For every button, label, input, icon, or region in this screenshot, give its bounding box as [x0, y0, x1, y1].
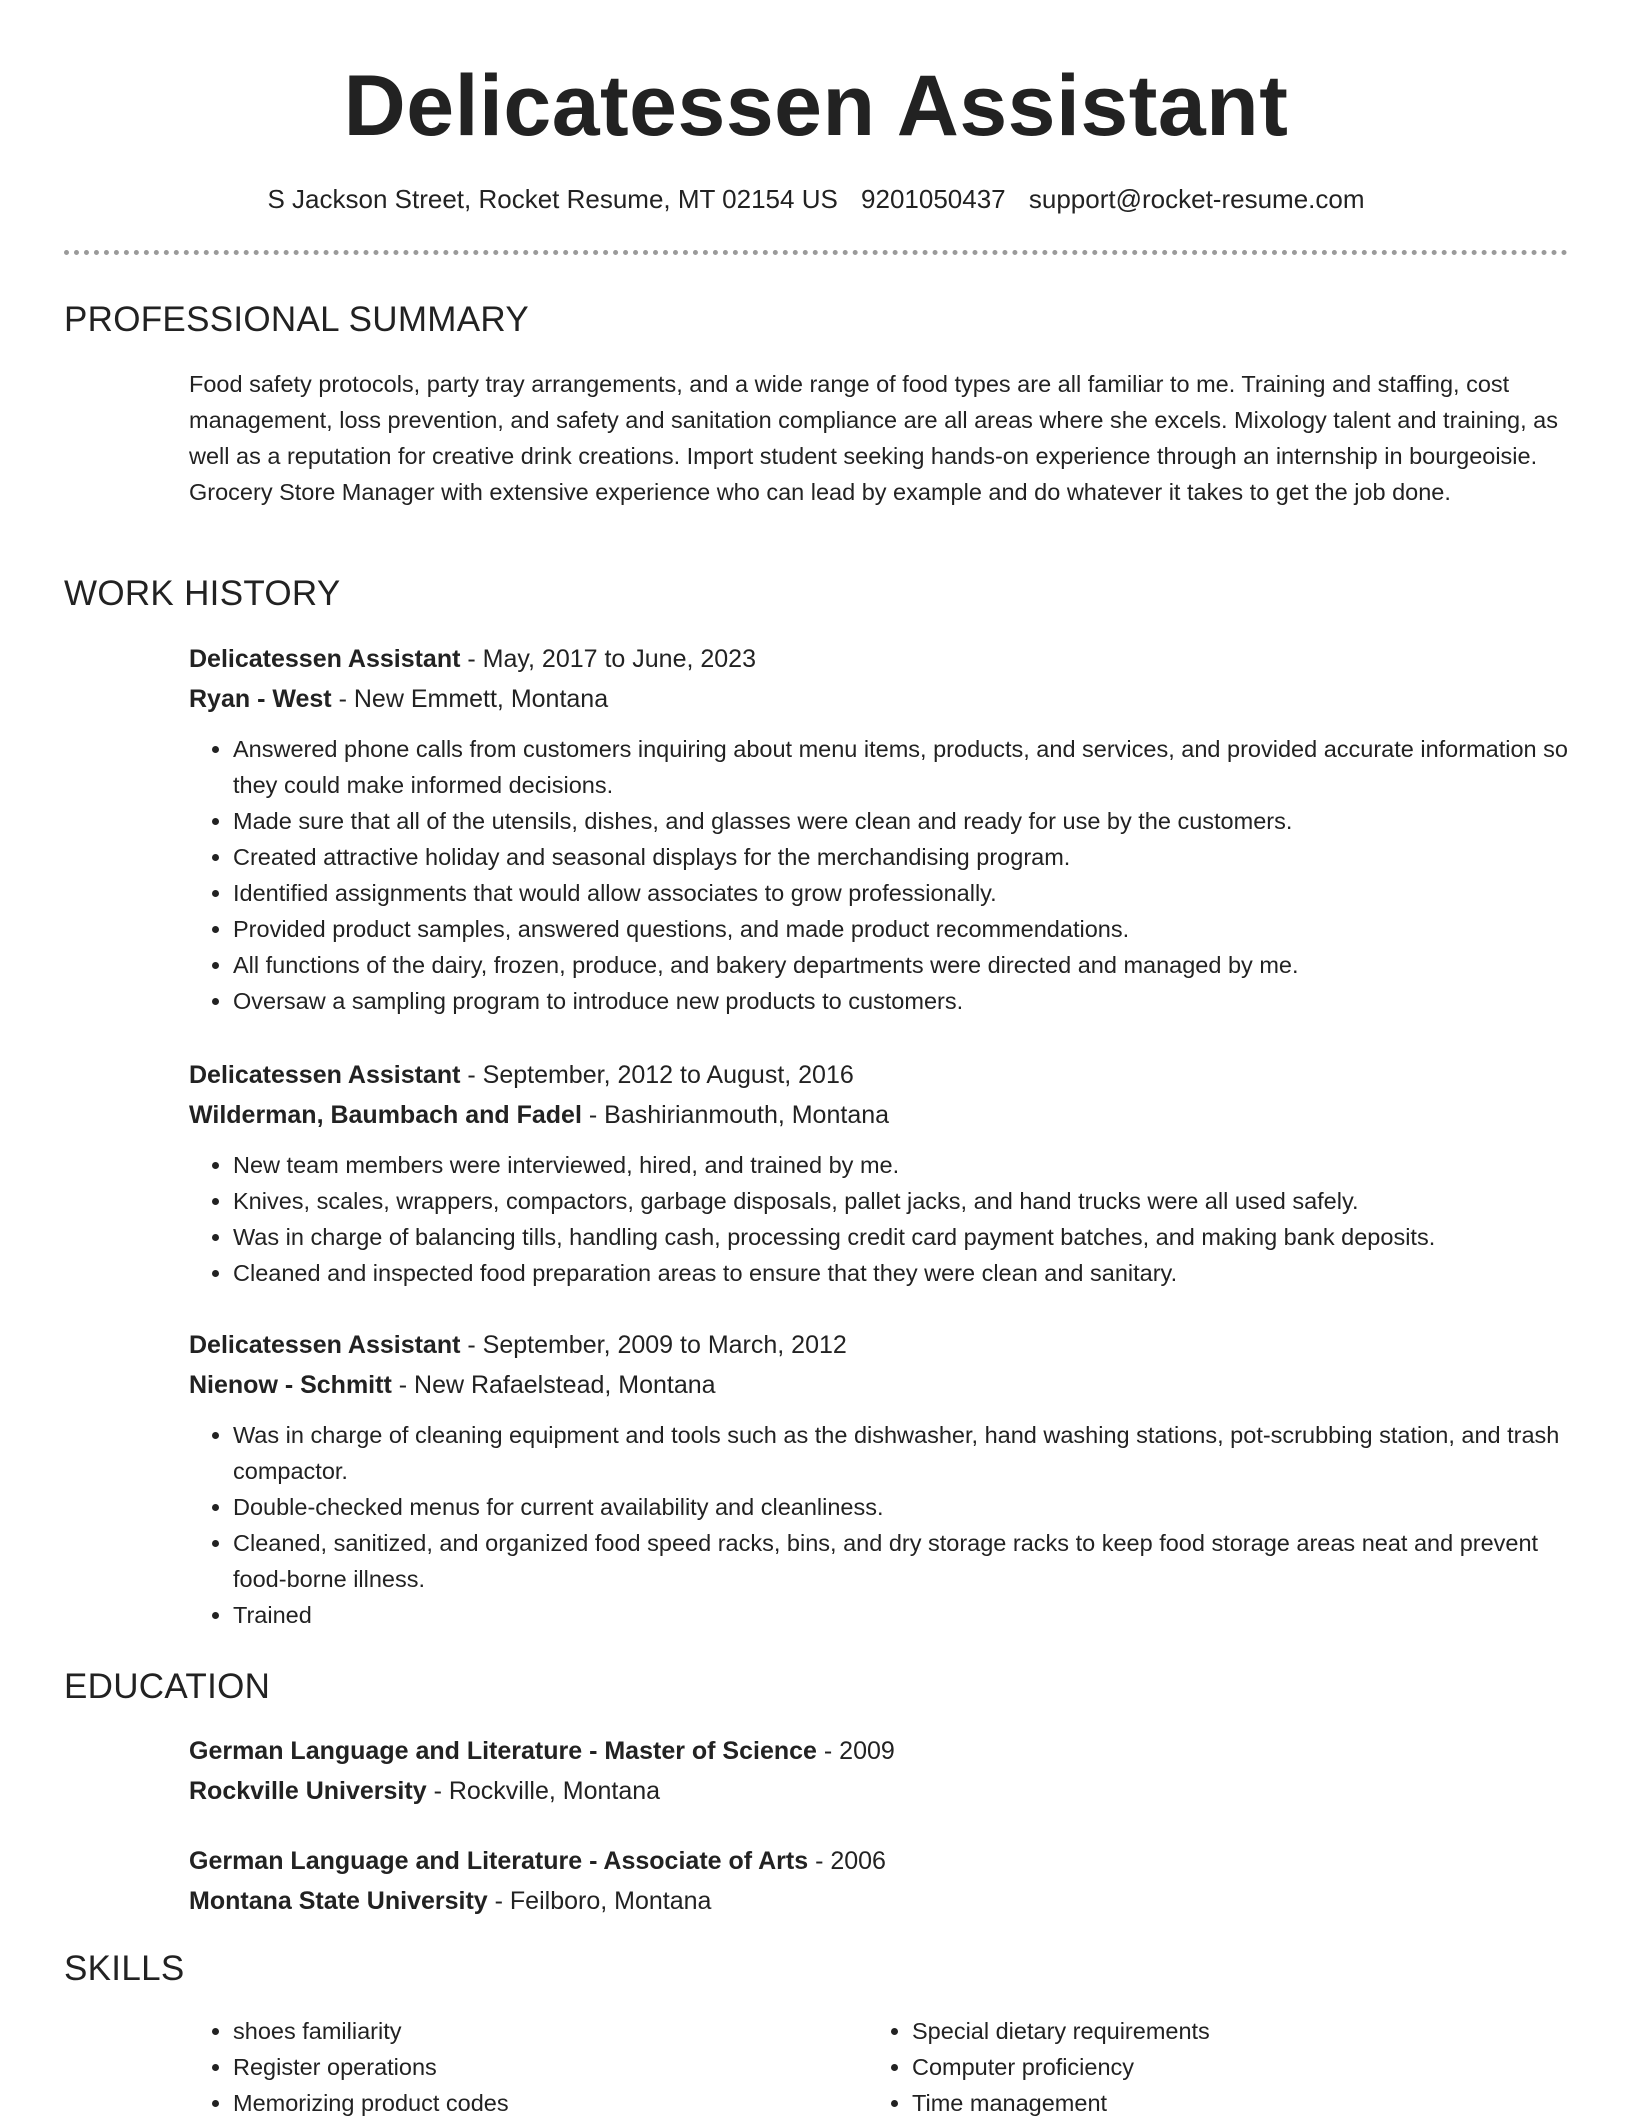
education-degree: German Language and Literature - Master of Science — [189, 1737, 817, 1765]
education-degree-line — [189, 1731, 1569, 1771]
education-degree: German Language and Literature - Associate of Arts — [189, 1847, 809, 1875]
job-bullets — [189, 731, 1569, 1019]
contact-line — [0, 182, 1632, 216]
contact-phone[interactable]: 9201050437 — [861, 184, 1006, 214]
education-location: - Feilboro, Montana — [487, 1887, 712, 1915]
job-location: - New Rafaelstead, Montana — [391, 1371, 716, 1399]
education-entry — [189, 1841, 1569, 1921]
job-company-line — [189, 1095, 1569, 1135]
job-entry — [189, 1325, 1569, 1633]
list-item: • Register operations — [233, 2049, 853, 2085]
job-position: Delicatessen Assistant — [189, 1061, 461, 1089]
list-item: • Cleaned and inspected food preparation areas to ensure that they were clean and sanitary. — [233, 1255, 1569, 1291]
education-school-line — [189, 1881, 1569, 1921]
job-bullets — [189, 1417, 1569, 1633]
job-title-line — [189, 639, 1569, 679]
list-item: • Computer proficiency — [912, 2049, 1532, 2085]
list-item: • Provided product samples, answered questions, and made product recommendations. — [233, 911, 1569, 947]
job-position: Delicatessen Assistant — [189, 645, 461, 673]
job-company-line — [189, 679, 1569, 719]
list-item: • Trained — [233, 1597, 1569, 1633]
job-dates: - May, 2017 to June, 2023 — [460, 645, 756, 673]
contact-email[interactable]: support@rocket-resume.com — [1028, 184, 1365, 214]
skills-list-left — [189, 2013, 853, 2121]
list-item: • Memorizing product codes — [233, 2085, 853, 2121]
contact-address: S Jackson Street, Rocket Resume, MT 02154 US — [267, 184, 838, 214]
list-item: • shoes familiarity — [233, 2013, 853, 2049]
job-entry — [189, 639, 1569, 1019]
section-title-education: EDUCATION — [64, 1667, 271, 1706]
job-company-line — [189, 1365, 1569, 1405]
list-item: • Double-checked menus for current availability and cleanliness. — [233, 1489, 1569, 1525]
education-location: - Rockville, Montana — [426, 1777, 661, 1805]
job-title-line — [189, 1055, 1569, 1095]
job-dates: - September, 2009 to March, 2012 — [460, 1331, 847, 1359]
job-entry — [189, 1055, 1569, 1291]
resume-name: Delicatessen Assistant — [343, 58, 1289, 154]
list-item: • Knives, scales, wrappers, compactors, garbage disposals, pallet jacks, and hand trucks were all used safely. — [233, 1183, 1569, 1219]
list-item: • Special dietary requirements — [912, 2013, 1532, 2049]
list-item: • Was in charge of cleaning equipment and tools such as the dishwasher, hand washing stations, pot-scrubbing station, and trash compactor. — [233, 1417, 1569, 1489]
summary-text: Food safety protocols, party tray arrangements, and a wide range of food types are all familiar to me. Training and staffing, cost management, loss prevention, and safety and sanitation compliance are all areas where she excels. Mixology talent and training, as well as a reputation for creative drink creations. Import student seeking hands-on experience through an internship in bourgeoisie. Grocery Store Manager with extensive experience who can lead by example and do whatever it takes to get the job done. — [189, 371, 1559, 505]
list-item: • Cleaned, sanitized, and organized food speed racks, bins, and dry storage racks to keep food storage areas neat and prevent food-borne illness. — [233, 1525, 1569, 1597]
list-item: • Created attractive holiday and seasonal displays for the merchandising program. — [233, 839, 1569, 875]
skills-list-right — [868, 2013, 1532, 2121]
section-title-work: WORK HISTORY — [64, 574, 341, 613]
job-company: Wilderman, Baumbach and Fadel — [189, 1101, 582, 1129]
job-bullets — [189, 1147, 1569, 1291]
header-divider — [64, 250, 1568, 255]
list-item: • Was in charge of balancing tills, handling cash, processing credit card payment batches, and making bank deposits. — [233, 1219, 1569, 1255]
list-item: • Made sure that all of the utensils, dishes, and glasses were clean and ready for use by the customers. — [233, 803, 1569, 839]
section-title-summary: PROFESSIONAL SUMMARY — [64, 300, 529, 339]
list-item: • New team members were interviewed, hired, and trained by me. — [233, 1147, 1569, 1183]
education-year: - 2009 — [816, 1737, 895, 1765]
job-title-line — [189, 1325, 1569, 1365]
list-item: • Answered phone calls from customers inquiring about menu items, products, and services, and provided accurate information so they could make informed decisions. — [233, 731, 1569, 803]
section-title-skills: SKILLS — [64, 1949, 185, 1988]
list-item: • All functions of the dairy, frozen, produce, and bakery departments were directed and managed by me. — [233, 947, 1569, 983]
education-school: Rockville University — [189, 1777, 427, 1805]
list-item: • Oversaw a sampling program to introduce new products to customers. — [233, 983, 1569, 1019]
education-entry — [189, 1731, 1569, 1811]
job-company: Nienow - Schmitt — [189, 1371, 392, 1399]
job-location: - New Emmett, Montana — [331, 685, 609, 713]
education-year: - 2006 — [808, 1847, 886, 1875]
list-item: • Identified assignments that would allow associates to grow professionally. — [233, 875, 1569, 911]
education-school-line — [189, 1771, 1569, 1811]
job-dates: - September, 2012 to August, 2016 — [460, 1061, 854, 1089]
job-company: Ryan - West — [189, 685, 332, 713]
education-degree-line — [189, 1841, 1569, 1881]
job-position: Delicatessen Assistant — [189, 1331, 461, 1359]
education-school: Montana State University — [189, 1887, 488, 1915]
list-item: • Time management — [912, 2085, 1532, 2121]
job-location: - Bashirianmouth, Montana — [581, 1101, 890, 1129]
